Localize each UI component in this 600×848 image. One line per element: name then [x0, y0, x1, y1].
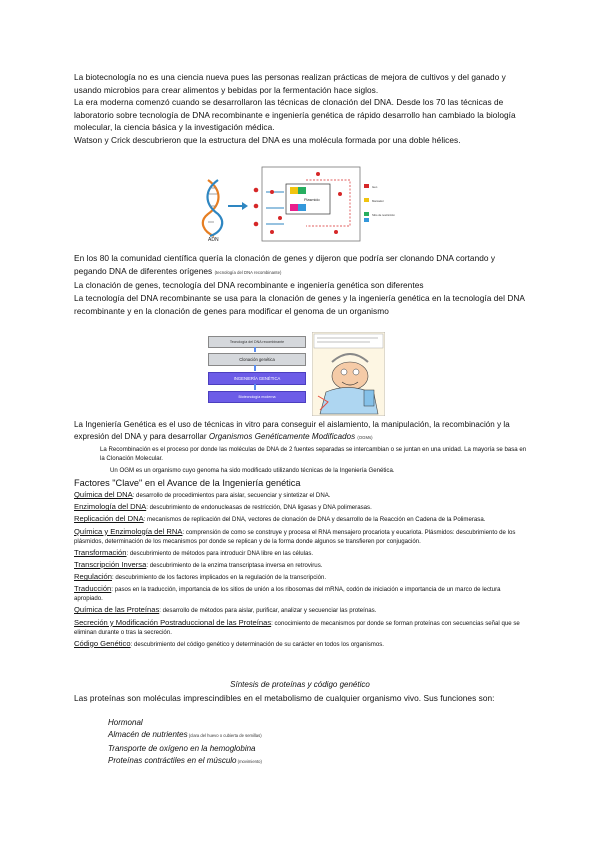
legend-item-1: Gen [372, 185, 378, 189]
function-note: (clara del huevo o cubierta de semillas) [187, 733, 262, 739]
function-label: Proteínas contráctiles en el músculo [108, 756, 237, 766]
sintesis-heading: Síntesis de proteínas y código genético [230, 680, 370, 689]
flow-box-1: Tecnología del DNA recombinante [208, 336, 306, 348]
flow-box-4: Biotecnología moderna [208, 391, 306, 403]
factor-description: : descubrimiento de métodos para introducir DNA libre en las células. [126, 549, 314, 557]
factor-term: Química y Enzimología del RNA [74, 526, 183, 536]
function-item [108, 743, 508, 755]
factor-item [74, 491, 530, 501]
recombination-bullet: La Recombinación es el proceso por donde las moléculas de DNA de 2 fuentes separadas se intercambian o se juntan en una unidad. La mayoría se basa en la Clonación Molecular. [100, 446, 527, 463]
factor-description: : pasos en la traducción, importancia de los sitios de unión a los ribosomas del mRNA, codón de iniciación e importancia de un marco de lectura apropiado. [74, 586, 501, 603]
factor-term: Transcripción Inversa [74, 559, 147, 569]
dna-cloning-diagram [200, 162, 402, 244]
function-item [108, 755, 508, 768]
factor-description: : descubrimiento de la enzima transcriptasa inversa en retrovirus. [146, 561, 323, 569]
factor-item [74, 640, 530, 650]
factor-term: Regulación [74, 572, 112, 582]
factor-term: Replicación del DNA [74, 514, 144, 524]
factor-description: : descubrimiento de los factores implicados en la regulación de la transcripción. [112, 574, 327, 582]
section2-paragraph-3: La tecnología del DNA recombinante se usa para la clonación de genes y la ingeniería genética en la tecnología del DNA recombinante y en la clonación de genes para modificar el genoma de un organismo [74, 293, 525, 316]
factor-term: Secreción y Modificación Postraduccional de las Proteínas [74, 617, 272, 627]
factor-item [74, 503, 530, 513]
function-item [108, 729, 508, 742]
function-note: (movimiento) [236, 759, 262, 765]
plasmid-label: Plasmido [304, 198, 320, 202]
factor-item [74, 549, 530, 559]
factor-item [74, 606, 530, 616]
intro-paragraph-3: Watson y Crick descubrieron que la estructura del DNA es una molécula formada por una doble hélices. [74, 135, 461, 145]
function-label: Transporte de oxígeno en la hemoglobina [108, 743, 256, 753]
factor-description: : desarrollo de procedimientos para aislar, secuenciar y sintetizar el DNA. [132, 492, 331, 499]
flow-box-2: Clonación genética [208, 353, 306, 366]
factor-item [74, 515, 530, 525]
section2-paragraph-2: La clonación de genes, tecnología del DNA recombinante e ingeniería genética son diferentes [74, 280, 424, 290]
function-label: Hormonal [108, 718, 143, 727]
factor-item [74, 561, 530, 571]
section2-paragraph-1: En los 80 la comunidad científica quería la clonación de genes y dijeron que podría ser clonando DNA cortando y pegando DNA de diferentes orígenes (tecnología del DNA recombinante) [74, 253, 496, 276]
factor-description: : mecanismos de replicación del DNA, vectores de clonación de DNA y desarrollo de la Reacción en Cadena de la Polimerasa. [143, 516, 486, 524]
factores-heading: Factores "Clave" en el Avance de la Ingeniería genética [74, 478, 301, 488]
factor-item [74, 585, 530, 604]
recombinant-note: (tecnología del DNA recombinante) [214, 269, 282, 275]
factor-term: Enzimología del DNA [74, 502, 147, 512]
sintesis-paragraph: Las proteínas son moléculas imprescindibles en el metabolismo de cualquier organismo vivo. Sus funciones son: [74, 693, 495, 703]
function-label: Almacén de nutrientes [108, 730, 188, 740]
intro-paragraph-1: La biotecnología no es una ciencia nueva pues las personas realizan prácticas de mejora de cultivos y del ganado y usando microbios para crear alimentos y bebidas por la fermentación hace siglos. [74, 72, 506, 95]
factor-term: Transformación [74, 547, 127, 557]
factor-description: : conocimiento de mecanismos por donde se forman proteínas con secuencias señal que se eliminan durante o tras la secreción. [74, 619, 520, 636]
genetic-engineering-flow [208, 336, 306, 414]
functions-list [108, 717, 508, 769]
factor-item [74, 573, 530, 583]
factor-description: : descubrimiento de endonucleasas de restricción, DNA ligasas y DNA polimerasas. [146, 504, 372, 512]
legend-item-2: Marcador [372, 199, 384, 203]
flow-box-3: INGENIERÍA GENÉTICA [208, 372, 306, 385]
legend-item-3: Sitio de restricción [372, 213, 395, 217]
factor-term: Química del DNA [74, 490, 133, 499]
factor-description: : comprensión de como se construye y procesa el RNA mensajero procariota y eucariota. Plásmidos: descubrimiento de los plásmidos, determinación de los mecanismos por donde se replican y de la forma donde algunos se transfieren por conjugación. [74, 528, 516, 545]
dna-helix-icon [203, 180, 222, 236]
factor-item [74, 528, 530, 547]
factor-description: : descubrimiento del código genético y determinación de su carácter en todos los organismos. [130, 640, 384, 648]
factor-item [74, 619, 530, 638]
factor-term: Química de las Proteínas [74, 605, 160, 615]
function-item [108, 717, 508, 729]
factor-term: Código Genético [74, 638, 131, 648]
factor-description: : desarrollo de métodos para aislar, purificar, analizar y secuenciar las proteínas. [159, 607, 377, 615]
ingenieria-paragraph: La Ingeniería Genética es el uso de técnicas in vitro para conseguir el aislamiento, la manipulación, la recombinación y la expresión del DNA y para desarrollar Organismos Genéticamente Modificados (OGMs) [74, 420, 510, 442]
adn-label: ADN [208, 237, 219, 243]
intro-paragraph-2: La era moderna comenzó cuando se desarrollaron las técnicas de clonación del DNA. Desde los 70 las técnicas de laboratorio sobre tecnología de DNA recombinante e ingeniería genética de rápido desarrollo han cambiado la biología molecular, la ciencia básica y la investigación médica. [74, 97, 516, 133]
factores-list [74, 491, 530, 652]
factor-term: Traducción [74, 584, 112, 594]
ogm-bullet: Un OGM es un organismo cuyo genoma ha sido modificado utilizando técnicas de la Ingeniería Genética. [110, 467, 395, 474]
scientist-cartoon-image [312, 332, 385, 416]
